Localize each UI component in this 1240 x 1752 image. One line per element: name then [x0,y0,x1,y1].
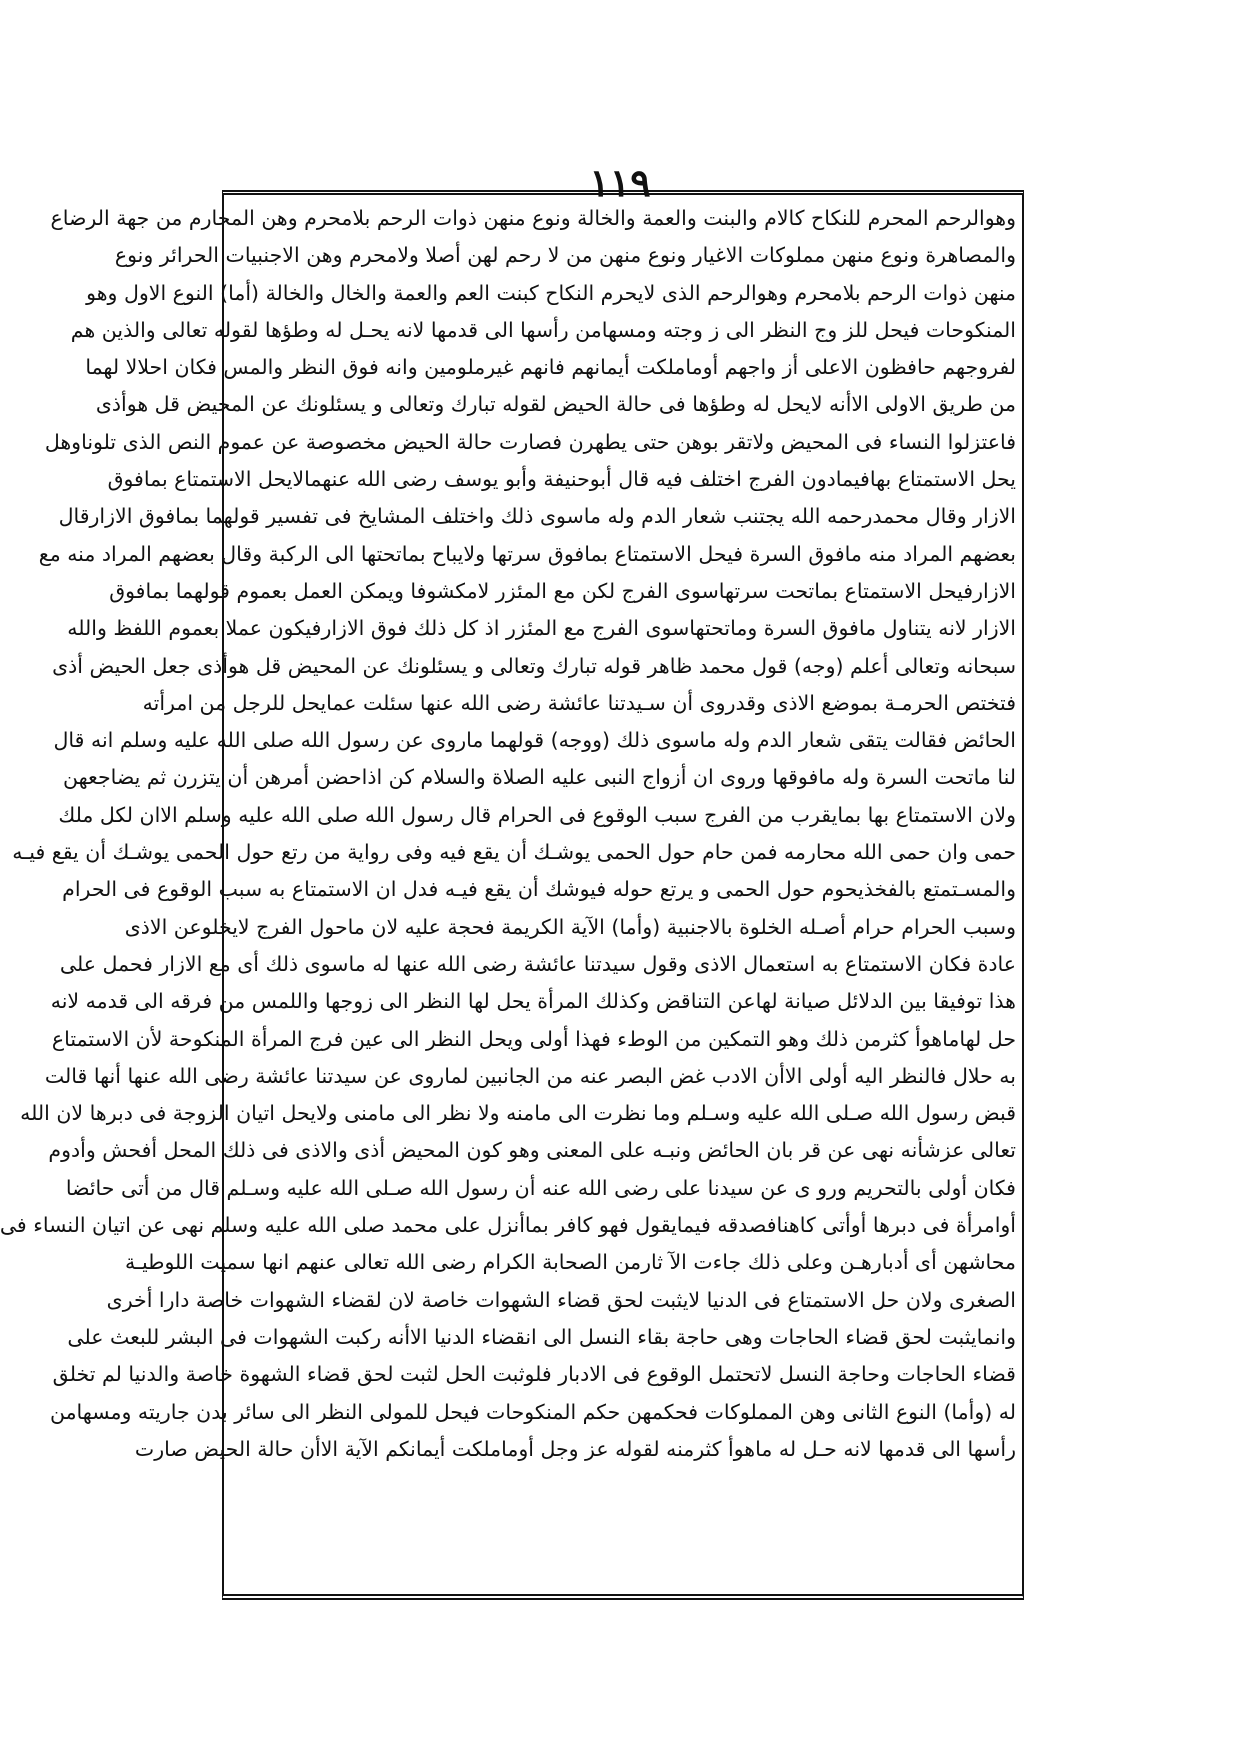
text-line: لفروجهم حافظون الاعلى أز واجهم أوماملكت أيمانهم فانهم غيرملومين وانه فوق النظر والمس فكان احلالا لهما [85,355,1016,380]
text-line: محاشهن أى أدبارهـن وعلى ذلك جاءت الآ ثارمن الصحابة الكرام رضى الله تعالى عنهم انها سميت اللوطيـة [124,1250,1016,1275]
text-line: قضاء الحاجات وحاجة النسل لاتحتمل الوقوع فى الادبار فلوثبت الحل لثبت لحق قضاء الشهوة خاصة والدنيا لم تخلق [52,1362,1016,1387]
text-line: المنكوحات فيحل للز وج النظر الى ز وجته ومسهامن رأسها الى قدمها لانه يحـل له وطؤها لقوله تعالى والذين هم [70,317,1016,342]
text-line: يحل الاستمتاع بهافيمادون الفرج اختلف فيه قال أبوحنيفة وأبو يوسف رضى الله عنهمالايحل الاستمتاع بمافوق [107,467,1016,492]
text-line: والمسـتمتع بالفخذيحوم حول الحمى و يرتع حوله فيوشك أن يقع فيـه فدل ان الاستمتاع به سبب الوقوع فى الحرام [62,877,1016,902]
text-line: وانمايثبت لحق قضاء الحاجات وهى حاجة بقاء النسل الى انقضاء الدنيا الاأنه ركبت الشهوات فى البشر للبعث على [67,1324,1016,1349]
text-line: هذا توفيقا بين الدلائل صيانة لهاعن التناقض وكذلك المرأة يحل لها النظر الى زوجها واللمس من فرقه الى قدمه لانه [50,989,1016,1014]
page-number: ١١٩ [589,160,651,205]
text-line: حمى وان حمى الله محارمه فمن حام حول الحمى يوشـك أن يقع فيه وفى رواية من رتع حول الحمى يوشـك أن يقع فيـه [12,840,1016,865]
text-line: الصغرى ولان حل الاستمتاع فى الدنيا لايثبت لحق قضاء الشهوات خاصة لان لقضاء الشهوات خاصة دارا أخرى [106,1287,1016,1312]
text-line: من طريق الاولى الاأنه لايحل له وطؤها فى حالة الحيض لقوله تبارك وتعالى و يسئلونك عن المحيض قل هوأذى [95,392,1016,417]
text-line: فاعتزلوا النساء فى المحيض ولاتقر بوهن حتى يطهرن فصارت حالة الحيض مخصوصة عن عموم النص الذى تلوناوهل [44,429,1016,454]
text-line: قبض رسول الله صـلى الله عليه وسـلم وما نظرت الى مامنه ولا نظر الى مامنى ولايحل اتيان الزوجة فى دبرها لان الله [20,1101,1016,1126]
text-line: فكان أولى بالتحريم ورو ى عن سيدنا على رضى الله عنه أن رسول الله صـلى الله عليه وسـلم قال من أتى حائضا [65,1175,1016,1200]
text-line: وسبب الحرام حرام أصـله الخلوة بالاجنبية (وأما) الآية الكريمة فحجة عليه لان ماحول الفرج لايخلوعن الاذى [124,914,1016,939]
text-line: الازار وقال محمدرحمه الله يجتنب شعار الدم وله ماسوى ذلك واختلف المشايخ فى تفسير قولهما بمافوق الازارقال [58,504,1016,529]
text-line: منهن ذوات الرحم بلامحرم وهوالرحم الذى لايحرم النكاح كبنت العم والعمة والخال والخالة (أما) النوع الاول وهو [86,280,1016,305]
text-line: حل لهاماهوأ كثرمن ذلك وهو التمكين من الوطء فهذا أولى ويحل النظر الى عين فرج المرأة المنكوحة لأن الاستمتاع [51,1026,1016,1051]
text-line: ولان الاستمتاع بها بمايقرب من الفرج سبب الوقوع فى الحرام قال رسول الله صلى الله عليه وسلم الاان لكل ملك [58,802,1016,827]
text-line: تعالى عزشأنه نهى عن قر بان الحائض ونبـه على المعنى وهو كون المحيض أذى والاذى فى ذلك المحل أفحش وأدوم [48,1138,1016,1163]
text-line: وهوالرحم المحرم للنكاح كالام والبنت والعمة والخالة ونوع منهن ذوات الرحم بلامحرم وهن المحارم من جهة الرضاع [50,206,1016,230]
text-line: الازارفيحل الاستمتاع بماتحت سرتهاسوى الفرج لكن مع المئزر لامكشوفا ويمكن العمل بعموم قولهما بمافوق [109,578,1016,603]
text-line: لنا ماتحت السرة وله مافوقها وروى ان أزواج النبى عليه الصلاة والسلام كن اذاحضن أمرهن أن يتزرن ثم يضاجعهن [63,765,1016,790]
text-line: الازار لانه يتناول مافوق السرة وماتحتهاسوى الفرج مع المئزر اذ كل ذلك فوق الازارفيكون عملا بعموم اللفظ والله [67,616,1016,641]
text-line: سبحانه وتعالى أعلم (وجه) قول محمد ظاهر قوله تبارك وتعالى و يسئلونك عن المحيض قل هوأذى جعل الحيض أذى [52,653,1016,678]
text-line: رأسها الى قدمها لانه حـل له ماهوأ كثرمنه لقوله عز وجل أوماملكت أيمانكم الآية الاأن حالة الحيض صارت [134,1436,1016,1461]
text-line: عادة فكان الاستمتاع به استعمال الاذى وقول سيدتنا عائشة رضى الله عنها له ماسوى ذلك أى مع الازار فحمل على [59,951,1016,976]
text-line: بعضهم المراد منه مافوق السرة فيحل الاستمتاع بمافوق سرتها ولايباح بماتحتها الى الركبة وقال بعضهم المراد منه مع [38,541,1016,566]
text-line: به حلال فالنظر اليه أولى الاأن الادب غض البصر عنه من الجانبين لماروى عن سيدتنا عائشة رضى الله عنها أنها قالت [44,1063,1016,1088]
text-line: فتختص الحرمـة بموضع الاذى وقدروى أن سـيدتنا عائشة رضى الله عنها سئلت عمايحل للرجل من امرأته [142,690,1016,715]
text-line: أوامرأة فى دبرها أوأتى كاهنافصدقه فيمايقول فهو كافر بماأنزل على محمد صلى الله عليه وسلم نهى عن اتيان النساء فى [0,1213,1016,1238]
text-line: له (وأما) النوع الثانى وهن المملوكات فحكمهن حكم المنكوحات فيحل للمولى النظر الى سائر بدن جاريته ومسهامن [49,1399,1016,1424]
text-line: والمصاهرة ونوع منهن مملوكات الاغيار ونوع منهن من لا رحم لهن أصلا ولامحرم وهن الاجنبيات الحرائر ونوع [114,243,1016,268]
text-line: الحائض فقالت يتقى شعار الدم وله ماسوى ذلك (ووجه) قولهما ماروى عن رسول الله صلى الله عليه وسلم انه قال [53,728,1016,753]
body-text [0,200,1016,1590]
